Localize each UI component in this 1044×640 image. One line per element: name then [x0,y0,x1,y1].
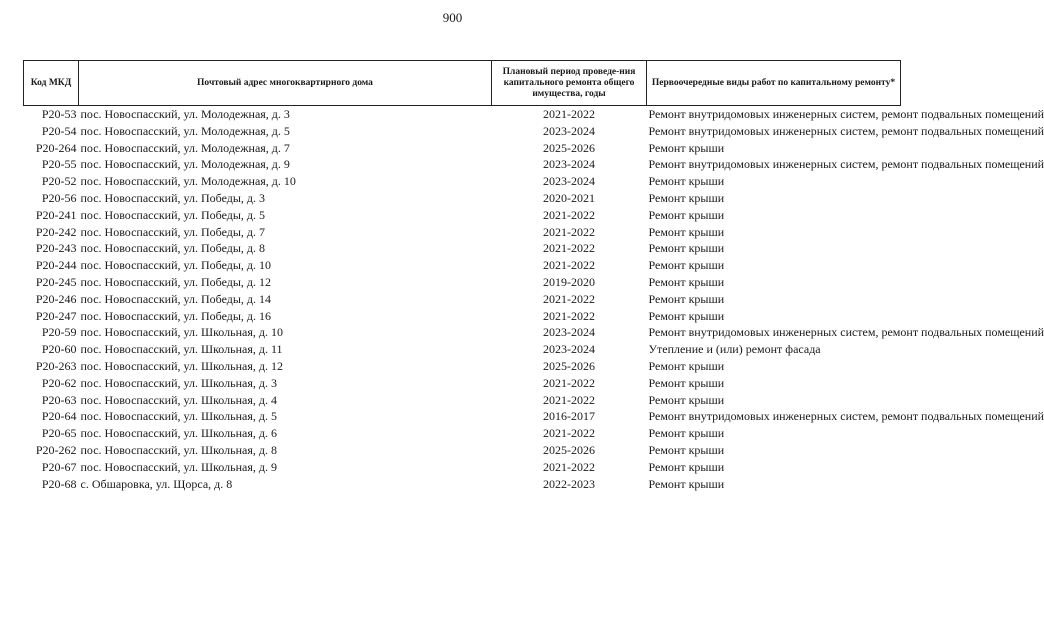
cell-works: Ремонт крыши [648,190,725,205]
cell-works: Ремонт внутридомовых инженерных систем, ремонт подвальных помещений [648,325,1044,340]
cell-address: пос. Новоспасский, ул. Молодежная, д. 9 [80,157,290,172]
cell-address: пос. Новоспасский, ул. Школьная, д. 8 [80,442,277,457]
cell-code: Р20-263 [35,358,77,373]
cell-address: пос. Новоспасский, ул. Победы, д. 14 [80,291,272,306]
cell-period: 2020-2021 [543,190,595,205]
cell-works: Ремонт крыши [648,207,725,222]
cell-period: 2023-2024 [543,123,595,138]
cell-works: Ремонт крыши [648,291,725,306]
cell-period: 2021-2022 [543,258,595,273]
cell-works: Ремонт крыши [648,308,725,323]
cell-period: 2025-2026 [543,140,595,155]
cell-period: 2023-2024 [543,157,595,172]
table-row [24,106,901,123]
cell-code: Р20-55 [41,157,77,172]
cell-works: Ремонт крыши [648,258,725,273]
cell-period: 2023-2024 [543,325,595,340]
cell-code: Р20-243 [35,241,77,256]
cell-period: 2019-2020 [543,274,595,289]
cell-works: Ремонт крыши [648,375,725,390]
cell-address: пос. Новоспасский, ул. Победы, д. 12 [80,274,272,289]
page-number: 900 [442,10,463,25]
table-row [24,324,901,341]
table-row [24,224,901,241]
cell-period: 2023-2024 [543,174,595,189]
cell-works: Ремонт крыши [648,358,725,373]
header-code: Код МКД [24,61,79,106]
cell-works: Ремонт крыши [648,140,725,155]
cell-address: пос. Новоспасский, ул. Молодежная, д. 3 [80,107,290,121]
table-row [24,291,901,308]
cell-code: Р20-54 [41,123,77,138]
cell-address: пос. Новоспасский, ул. Школьная, д. 11 [80,342,283,357]
cell-address: пос. Новоспасский, ул. Победы, д. 16 [80,308,272,323]
cell-period: 2021-2022 [543,241,595,256]
cell-code: Р20-247 [35,308,77,323]
table-row [24,442,901,459]
cell-period: 2021-2022 [543,426,595,441]
cell-works: Ремонт крыши [648,274,725,289]
table-row [24,257,901,274]
cell-period: 2021-2022 [543,392,595,407]
cell-period: 2021-2022 [543,207,595,222]
table-row [24,173,901,190]
cell-code: Р20-52 [41,174,77,189]
cell-works: Ремонт крыши [648,476,725,491]
table-row [24,140,901,157]
table-row [24,425,901,442]
cell-works: Ремонт крыши [648,392,725,407]
cell-address: пос. Новоспасский, ул. Школьная, д. 12 [80,358,283,373]
cell-works: Ремонт крыши [648,426,725,441]
cell-period: 2021-2022 [543,375,595,390]
cell-code: Р20-262 [35,442,77,457]
table-row [24,375,901,392]
table-row [24,358,901,375]
cell-address: пос. Новоспасский, ул. Победы, д. 8 [80,241,266,256]
cell-address: пос. Новоспасский, ул. Молодежная, д. 5 [80,123,290,138]
cell-period: 2025-2026 [543,358,595,373]
cell-period: 2021-2022 [543,308,595,323]
cell-address: пос. Новоспасский, ул. Победы, д. 7 [80,224,266,239]
cell-code: Р20-64 [41,409,77,424]
table-body [24,106,1044,493]
cell-address: пос. Новоспасский, ул. Школьная, д. 5 [80,409,277,424]
table-row [24,156,901,173]
cell-works: Ремонт внутридомовых инженерных систем, ремонт подвальных помещений [648,123,1044,138]
cell-works: Ремонт крыши [648,224,725,239]
repair-plan-table [23,60,1044,492]
table-row [24,190,901,207]
table-row [24,123,901,140]
cell-code: Р20-241 [35,207,77,222]
table-row [24,274,901,291]
cell-works: Ремонт внутридомовых инженерных систем, ремонт подвальных помещений [648,107,1044,121]
cell-address: пос. Новоспасский, ул. Победы, д. 3 [80,190,266,205]
cell-code: Р20-242 [35,224,77,239]
cell-address: пос. Новоспасский, ул. Победы, д. 5 [80,207,266,222]
table-row [24,341,901,358]
table-row [24,308,901,325]
cell-period: 2025-2026 [543,442,595,457]
table-row [24,207,901,224]
cell-works: Утепление и (или) ремонт фасада [648,342,821,357]
cell-address: пос. Новоспасский, ул. Школьная, д. 3 [80,375,277,390]
cell-works: Ремонт крыши [648,241,725,256]
cell-code: Р20-68 [41,476,77,491]
cell-period: 2021-2022 [543,291,595,306]
cell-works: Ремонт крыши [648,442,725,457]
cell-period: 2021-2022 [543,107,595,121]
cell-works: Ремонт внутридомовых инженерных систем, ремонт подвальных помещений [648,157,1044,172]
header-address: Почтовый адрес многоквартирного дома [79,61,492,106]
cell-period: 2023-2024 [543,342,595,357]
header-works: Первоочередные виды работ по капитальному ремонту* [647,61,901,106]
cell-period: 2021-2022 [543,459,595,474]
cell-code: Р20-59 [41,325,77,340]
cell-address: с. Обшаровка, ул. Щорса, д. 8 [80,476,233,491]
cell-code: Р20-60 [41,342,77,357]
cell-address: пос. Новоспасский, ул. Школьная, д. 9 [80,459,277,474]
cell-code: Р20-246 [35,291,77,306]
cell-period: 2021-2022 [543,224,595,239]
table-row [24,459,901,476]
header-period: Плановый период проведе-ния капитального ремонта общего имущества, годы [492,61,647,106]
cell-code: Р20-245 [35,274,77,289]
cell-works: Ремонт крыши [648,459,725,474]
cell-address: пос. Новоспасский, ул. Школьная, д. 4 [80,392,277,407]
table-row [24,392,901,409]
cell-works: Ремонт внутридомовых инженерных систем, ремонт подвальных помещений [648,409,1044,424]
cell-address: пос. Новоспасский, ул. Школьная, д. 6 [80,426,277,441]
cell-period: 2022-2023 [543,476,595,491]
cell-address: пос. Новоспасский, ул. Молодежная, д. 7 [80,140,290,155]
table-header [24,61,901,106]
cell-address: пос. Новоспасский, ул. Победы, д. 10 [80,258,272,273]
cell-address: пос. Новоспасский, ул. Молодежная, д. 10 [80,174,296,189]
table-row [24,408,901,425]
cell-code: Р20-65 [41,426,77,441]
cell-works: Ремонт крыши [648,174,725,189]
cell-code: Р20-244 [35,258,77,273]
table-row [24,476,901,493]
cell-code: Р20-53 [41,107,77,121]
table-row [24,240,901,257]
cell-code: Р20-264 [35,140,77,155]
cell-code: Р20-56 [41,190,77,205]
cell-address: пос. Новоспасский, ул. Школьная, д. 10 [80,325,283,340]
cell-code: Р20-67 [41,459,77,474]
cell-code: Р20-63 [41,392,77,407]
cell-code: Р20-62 [41,375,77,390]
cell-period: 2016-2017 [543,409,595,424]
